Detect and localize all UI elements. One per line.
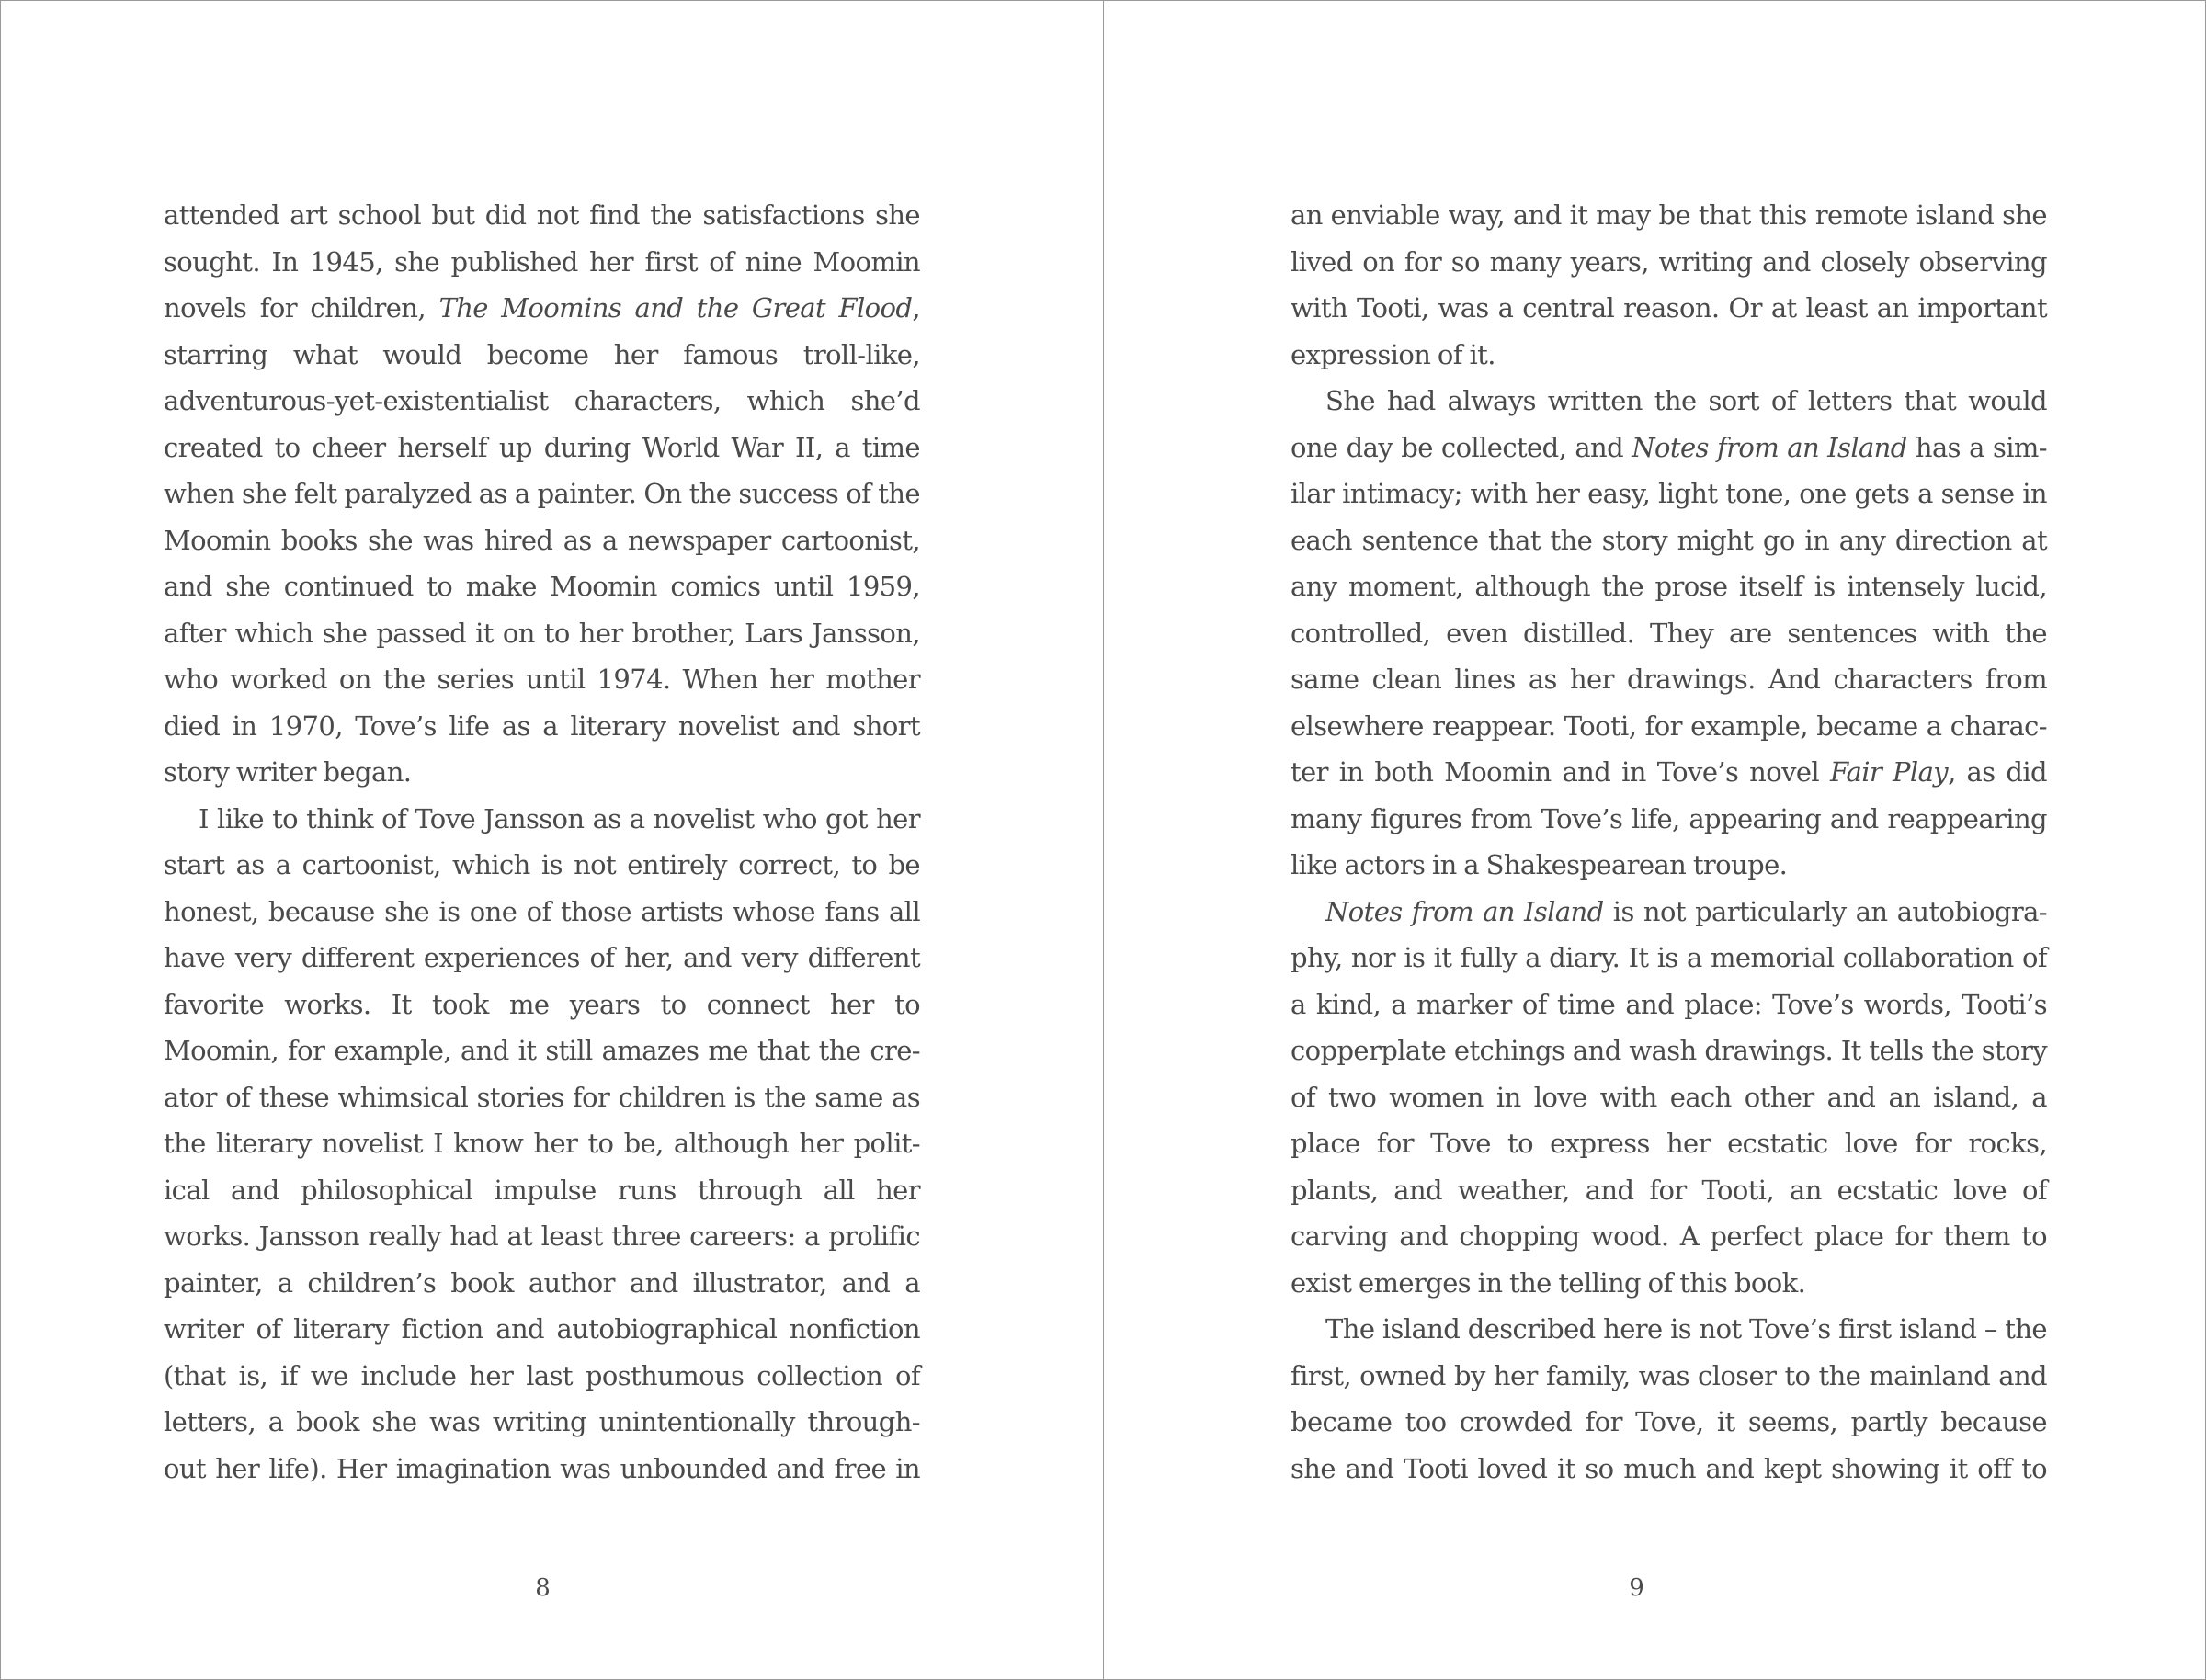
- text-line: I like to think of Tove Jansson as a novelist who got her: [199, 802, 920, 834]
- text-line: carving and chopping wood. A perfect place for them to: [1291, 1220, 2047, 1252]
- text-line: story writer began.: [164, 756, 412, 788]
- text-line: The island described here is not Tove’s first island – the: [1325, 1313, 2047, 1345]
- text-line: starring what would become her famous troll-like,: [164, 338, 920, 370]
- text-line: the literary novelist I know her to be, although her polit-: [164, 1128, 920, 1159]
- text-line: and she continued to make Moomin comics until 1959,: [164, 571, 920, 602]
- text-line: writer of literary fiction and autobiographical nonfiction: [164, 1313, 920, 1345]
- text-line: ical and philosophical impulse runs through all her: [164, 1174, 920, 1206]
- text-line: [1291, 749, 2047, 796]
- right-page: [1104, 1, 2206, 1679]
- text-line: Moomin, for example, and it still amazes me that the cre-: [164, 1035, 920, 1066]
- text-run: ,: [912, 292, 920, 324]
- italic-title: Notes from an Island: [1325, 895, 1604, 927]
- text-line: favorite works. It took me years to connect her to: [164, 988, 920, 1020]
- text-line: a kind, a marker of time and place: Tove’s words, Tooti’s: [1291, 988, 2047, 1020]
- left-page-text: [164, 192, 920, 1492]
- text-line: (that is, if we include her last posthumous collection of: [164, 1359, 920, 1391]
- text-line: after which she passed it on to her brother, Lars Jansson,: [164, 617, 920, 649]
- text-line: when she felt paralyzed as a painter. On the success of the: [164, 478, 920, 509]
- text-line: controlled, even distilled. They are sentences with the: [1291, 617, 2047, 649]
- text-run: , as did: [1948, 756, 2047, 788]
- text-line: [1291, 425, 2047, 471]
- text-line: [164, 285, 920, 332]
- text-line: first, owned by her family, was closer to the mainland and: [1291, 1359, 2047, 1391]
- text-line: ator of these whimsical stories for children is the same as: [164, 1081, 920, 1113]
- text-run: novels for children,: [164, 292, 439, 324]
- text-line: plants, and weather, and for Tooti, an ecstatic love of: [1291, 1174, 2047, 1206]
- text-line: exist emerges in the telling of this book.: [1291, 1266, 1806, 1299]
- text-line: honest, because she is one of those artists whose fans all: [164, 895, 920, 927]
- text-line: painter, a children’s book author and illustrator, and a: [164, 1266, 920, 1299]
- text-run: one day be collected, and: [1291, 431, 1632, 463]
- text-line: of two women in love with each other and an island, a: [1291, 1081, 2047, 1113]
- text-line: [1291, 889, 2047, 936]
- text-line: attended art school but did not find the satisfactions she: [164, 199, 920, 231]
- text-line: expression of it.: [1291, 338, 1495, 370]
- left-page-number: 8: [535, 1574, 551, 1602]
- text-run: has a sim-: [1906, 431, 2048, 463]
- text-line: an enviable way, and it may be that this remote island she: [1291, 199, 2047, 231]
- text-line: phy, nor is it fully a diary. It is a memorial collaboration of: [1291, 942, 2047, 973]
- italic-title: Notes from an Island: [1632, 431, 1907, 463]
- text-line: like actors in a Shakespearean troupe.: [1291, 849, 1788, 880]
- text-run: is not particularly an autobiogra-: [1603, 895, 2047, 927]
- text-line: out her life). Her imagination was unbounded and free in: [164, 1452, 920, 1484]
- text-line: many figures from Tove’s life, appearing and reappearing: [1291, 802, 2047, 834]
- text-line: ilar intimacy; with her easy, light tone, one gets a sense in: [1291, 478, 2047, 509]
- text-line: died in 1970, Tove’s life as a literary novelist and short: [164, 709, 920, 742]
- text-line: adventurous-yet-existentialist characters, which she’d: [164, 385, 920, 416]
- right-page-number: 9: [1629, 1574, 1644, 1602]
- text-line: have very different experiences of her, and very different: [164, 942, 920, 973]
- text-line: with Tooti, was a central reason. Or at least an important: [1291, 292, 2047, 324]
- text-line: place for Tove to express her ecstatic love for rocks,: [1291, 1128, 2047, 1159]
- text-line: created to cheer herself up during World War II, a time: [164, 431, 920, 463]
- text-line: copperplate etchings and wash drawings. It tells the story: [1291, 1035, 2047, 1066]
- right-page-text: [1291, 192, 2047, 1492]
- text-line: sought. In 1945, she published her first of nine Moomin: [164, 245, 920, 278]
- text-line: any moment, although the prose itself is intensely lucid,: [1291, 571, 2047, 602]
- text-line: She had always written the sort of letters that would: [1325, 385, 2047, 416]
- text-line: who worked on the series until 1974. When her mother: [164, 664, 920, 695]
- italic-title: Fair Play: [1829, 756, 1949, 788]
- italic-title: The Moomins and the Great Flood: [438, 292, 913, 324]
- text-line: she and Tooti loved it so much and kept showing it off to: [1291, 1452, 2047, 1484]
- text-line: letters, a book she was writing unintentionally through-: [164, 1406, 920, 1437]
- text-line: start as a cartoonist, which is not entirely correct, to be: [164, 849, 920, 880]
- text-line: works. Jansson really had at least three careers: a prolific: [164, 1220, 920, 1252]
- text-run: ter in both Moomin and in Tove’s novel: [1291, 756, 1830, 788]
- text-line: each sentence that the story might go in any direction at: [1291, 524, 2047, 556]
- text-line: elsewhere reappear. Tooti, for example, became a charac-: [1291, 709, 2047, 742]
- text-line: lived on for so many years, writing and closely observing: [1291, 245, 2047, 278]
- left-page: [1, 1, 1103, 1679]
- text-line: Moomin books she was hired as a newspaper cartoonist,: [164, 524, 920, 556]
- text-line: became too crowded for Tove, it seems, partly because: [1291, 1406, 2047, 1437]
- text-line: same clean lines as her drawings. And characters from: [1291, 664, 2047, 695]
